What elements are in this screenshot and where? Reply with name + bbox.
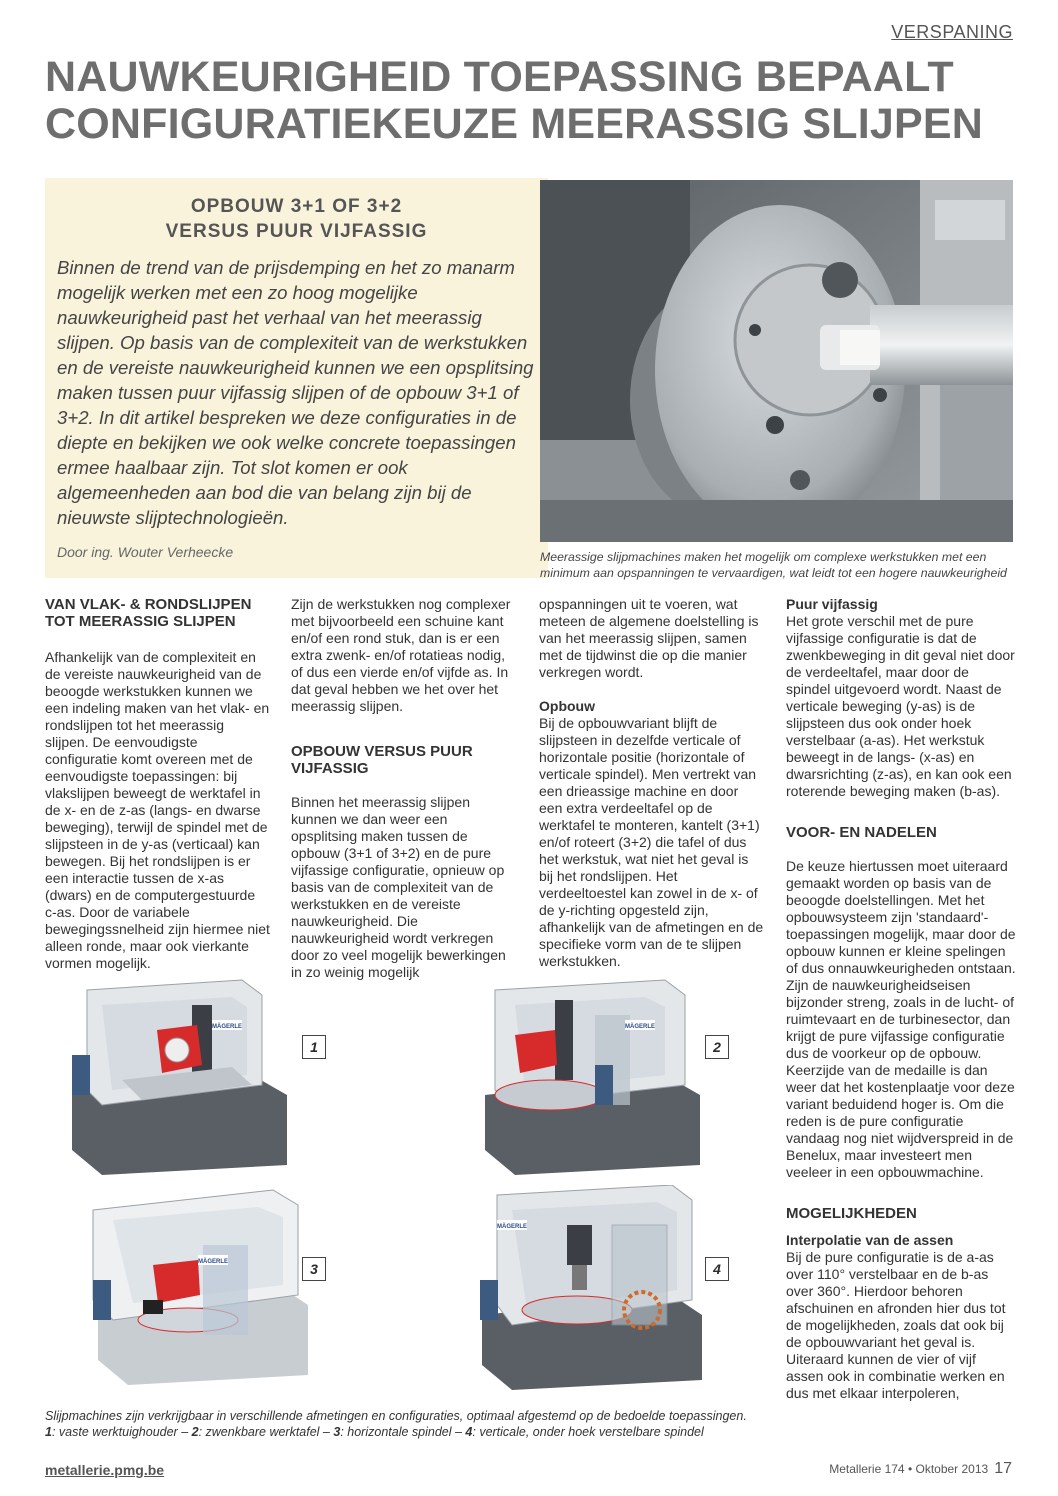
page-number: 17 bbox=[994, 1460, 1012, 1477]
caption-text: : horizontale spindel – bbox=[340, 1425, 466, 1439]
paragraph: De keuze hiertussen moet uiteraard gemaakt worden op basis van de beoogde doelstellingen. Met het opbouwsysteem zijn 'standaard'-toepassingen mogelijk, maar door de opbouw kunnen er kleine spelingen of dus onnauwkeurigheden ontstaan. Zijn de nauwkeurigheidseisen bijzonder streng, zoals in de lucht- of ruimtevaart en de turbinesector, dan krijgt de pure vijfassige configuratie dus de voorkeur op de opbouw. Keerzijde van de medaille is dan weer dat het kostenplaatje voor deze variant beduidend hoger is. Om die reden is de pure configuratie vandaag nog niet wijdverspreid in de Benelux, maar investeert men veeleer in een opbouwmachine. bbox=[786, 858, 1016, 1180]
caption-number: 1 bbox=[45, 1425, 52, 1439]
caption-text: : verticale, onder hoek verstelbare spindel bbox=[472, 1425, 704, 1439]
diagram-number-2: 2 bbox=[705, 1035, 729, 1059]
column-3 bbox=[539, 596, 764, 970]
photo-caption: Meerassige slijpmachines maken het mogelijk om complexe werkstukken met een minimum aan opspanningen te vervaardigen, wat leidt tot een hogere nauwkeurigheid bbox=[540, 550, 1007, 580]
machine-diagram-3 bbox=[88, 1185, 318, 1395]
intro-heading-line2: VERSUS PUUR VIJFASSIG bbox=[165, 221, 428, 242]
brand-logo: MÄGERLE bbox=[212, 1024, 242, 1030]
column-2 bbox=[291, 596, 516, 981]
article-title: NAUWKEURIGHEID TOEPASSING BEPAALT CONFIGURATIEKEUZE MEERASSIG SLIJPEN bbox=[45, 53, 983, 148]
caption-text: : zwenkbare werktafel – bbox=[198, 1425, 334, 1439]
paragraph: Bij de opbouwvariant blijft de slijpsteen in dezelfde verticale of horizontale positie (horizontale of verticale spindel). Men vertrekt van een drieassige machine en door een extra verdeeltafel op de werktafel te monteren, kantelt (3+1) en/of roteert (3+2) die tafel of dus het werkstuk, wat niet het geval is bij het rondslijpen. Het verdeeltoestel kan zowel in de x- of de y-richting opgesteld zijn, afhankelijk van de afmetingen en de specifieke vorm van de te slijpen werkstukken. bbox=[539, 715, 764, 969]
page-footer bbox=[829, 1460, 1012, 1478]
machine-diagram-4 bbox=[472, 1185, 702, 1395]
intro-heading-line1: OPBOUW 3+1 OF 3+2 bbox=[190, 196, 403, 217]
intro-text: Binnen de trend van de prijsdemping en het zo manarm mogelijk werken met een zo hoog mogelijke nauwkeurigheid past het verhaal van het meerassig slijpen. Op basis van de complexiteit van de werkstukken en de vereiste nauwkeurigheid kunnen we een opsplitsing maken tussen puur vijfassig slijpen of de opbouw 3+1 of 3+2. In dit artikel bespreken we deze configuraties in de diepte en bekijken we ook welke concrete toepassingen ermee haalbaar zijn. Tot slot komen er ook algemeenheden aan bod die van belang zijn bij de nieuwste slijptechnologieën. bbox=[57, 257, 534, 528]
issue-info: Metallerie 174 • Oktober 2013 bbox=[829, 1462, 989, 1476]
section-heading: OPBOUW VERSUS PUUR VIJFASSIG bbox=[291, 743, 473, 777]
caption-number: 4 bbox=[465, 1425, 473, 1439]
paragraph: Bij de pure configuratie is de a-as over 110° verstelbaar en de b-as over 360°. Hierdoor behoren afschuinen en afronden hier dus tot de mogelijkheden, zoals dat ook bij de opbouwvariant het geval is. Uiteraard kunnen de vier of vijf assen ook in combinatie werken en dus met elkaar interpoleren, bbox=[786, 1249, 1006, 1401]
caption-text: : vaste werktuighouder – bbox=[51, 1425, 192, 1439]
subheading: Interpolatie van de assen bbox=[786, 1232, 954, 1248]
machine-photo bbox=[540, 180, 1013, 542]
section-heading: VOOR- EN NADELEN bbox=[786, 824, 937, 841]
figure-caption-line2 bbox=[45, 1424, 765, 1440]
brand-logo: MÄGERLE bbox=[625, 1024, 655, 1030]
section-heading: VAN VLAK- & RONDSLIJPEN TOT MEERASSIG SLIJPEN bbox=[45, 596, 252, 630]
paragraph: Zijn de werkstukken nog complexer met bijvoorbeeld een schuine kant en/of een rond stuk, dan is er een extra zwenk- en/of rotatieas nodig, of dus een vierde en/of vijfde as. In dat geval hebben we het over het meerassig slijpen. bbox=[291, 596, 511, 714]
caption-number: 3 bbox=[333, 1425, 341, 1439]
figure-caption-line1: Slijpmachines zijn verkrijgbaar in verschillende afmetingen en configuraties, optimaal afgestemd op de bedoelde toepassingen. bbox=[45, 1409, 747, 1423]
website-link[interactable]: metallerie.pmg.be bbox=[45, 1462, 165, 1478]
caption-number: 2 bbox=[191, 1425, 199, 1439]
byline: Door ing. Wouter Verheecke bbox=[57, 544, 234, 560]
machine-diagram-2 bbox=[475, 975, 705, 1185]
paragraph: opspanningen uit te voeren, wat meteen de algemene doelstelling is van het meerassig slijpen, samen met de tijdwinst die op die manier verkregen wordt. bbox=[539, 596, 759, 680]
paragraph: Het grote verschil met de pure vijfassige configuratie is dat de zwenkbeweging in dit geval niet door de verdeeltafel, maar door de spindel uitgevoerd wordt. Naast de verticale beweging (y-as) is de slijpsteen dus ook onder hoek verstelbaar (a-as). Het werkstuk beweegt in de langs- (x-as) en dwarsrichting (z-as), en kan ook een roterende beweging maken (b-as). bbox=[786, 613, 1015, 799]
intro-heading bbox=[45, 194, 548, 244]
subheading: Opbouw bbox=[539, 698, 595, 714]
diagram-number-1: 1 bbox=[302, 1035, 326, 1059]
section-heading: MOGELIJKHEDEN bbox=[786, 1205, 917, 1222]
subheading: Puur vijfassig bbox=[786, 596, 878, 612]
diagram-number-4: 4 bbox=[705, 1257, 729, 1281]
paragraph: Binnen het meerassig slijpen kunnen we dan weer een opsplitsing maken tussen de opbouw (3+1 of 3+2) en de pure vijfassige configuratie, opnieuw op basis van de complexiteit van de werkstukken en de vereiste nauwkeurigheid. Die nauwkeurigheid wordt verkregen door zo veel mogelijk bewerkingen in zo weinig mogelijk bbox=[291, 794, 506, 980]
section-label: VERSPANING bbox=[891, 22, 1013, 42]
brand-logo: MÄGERLE bbox=[497, 1224, 527, 1230]
machine-diagram-1 bbox=[62, 975, 292, 1185]
column-4 bbox=[786, 596, 1016, 1402]
paragraph: Afhankelijk van de complexiteit en de vereiste nauwkeurigheid van de beoogde werkstukken kunnen we een indeling maken van het vlak- en rondslijpen tot het meerassig slijpen. De eenvoudigste configuratie komt overeen met de eenvoudigste toepassingen: bij vlakslijpen beweegt de werktafel in de x- en de z-as (langs- en dwarse beweging), terwijl de spindel met de slijpsteen in de y-as (verticaal) kan bewegen. Bij het rondslijpen is er een interactie tussen de x-as (dwars) en de computergestuurde c-as. Door de variabele bewegingssnelheid zijn hiermee niet alleen ronde, maar ook vierkante vormen mogelijk. bbox=[45, 649, 270, 971]
column-1 bbox=[45, 596, 270, 972]
intro-box bbox=[45, 178, 548, 578]
figure-caption bbox=[45, 1408, 765, 1440]
brand-logo: MÄGERLE bbox=[198, 1259, 228, 1265]
diagram-number-3: 3 bbox=[302, 1257, 326, 1281]
